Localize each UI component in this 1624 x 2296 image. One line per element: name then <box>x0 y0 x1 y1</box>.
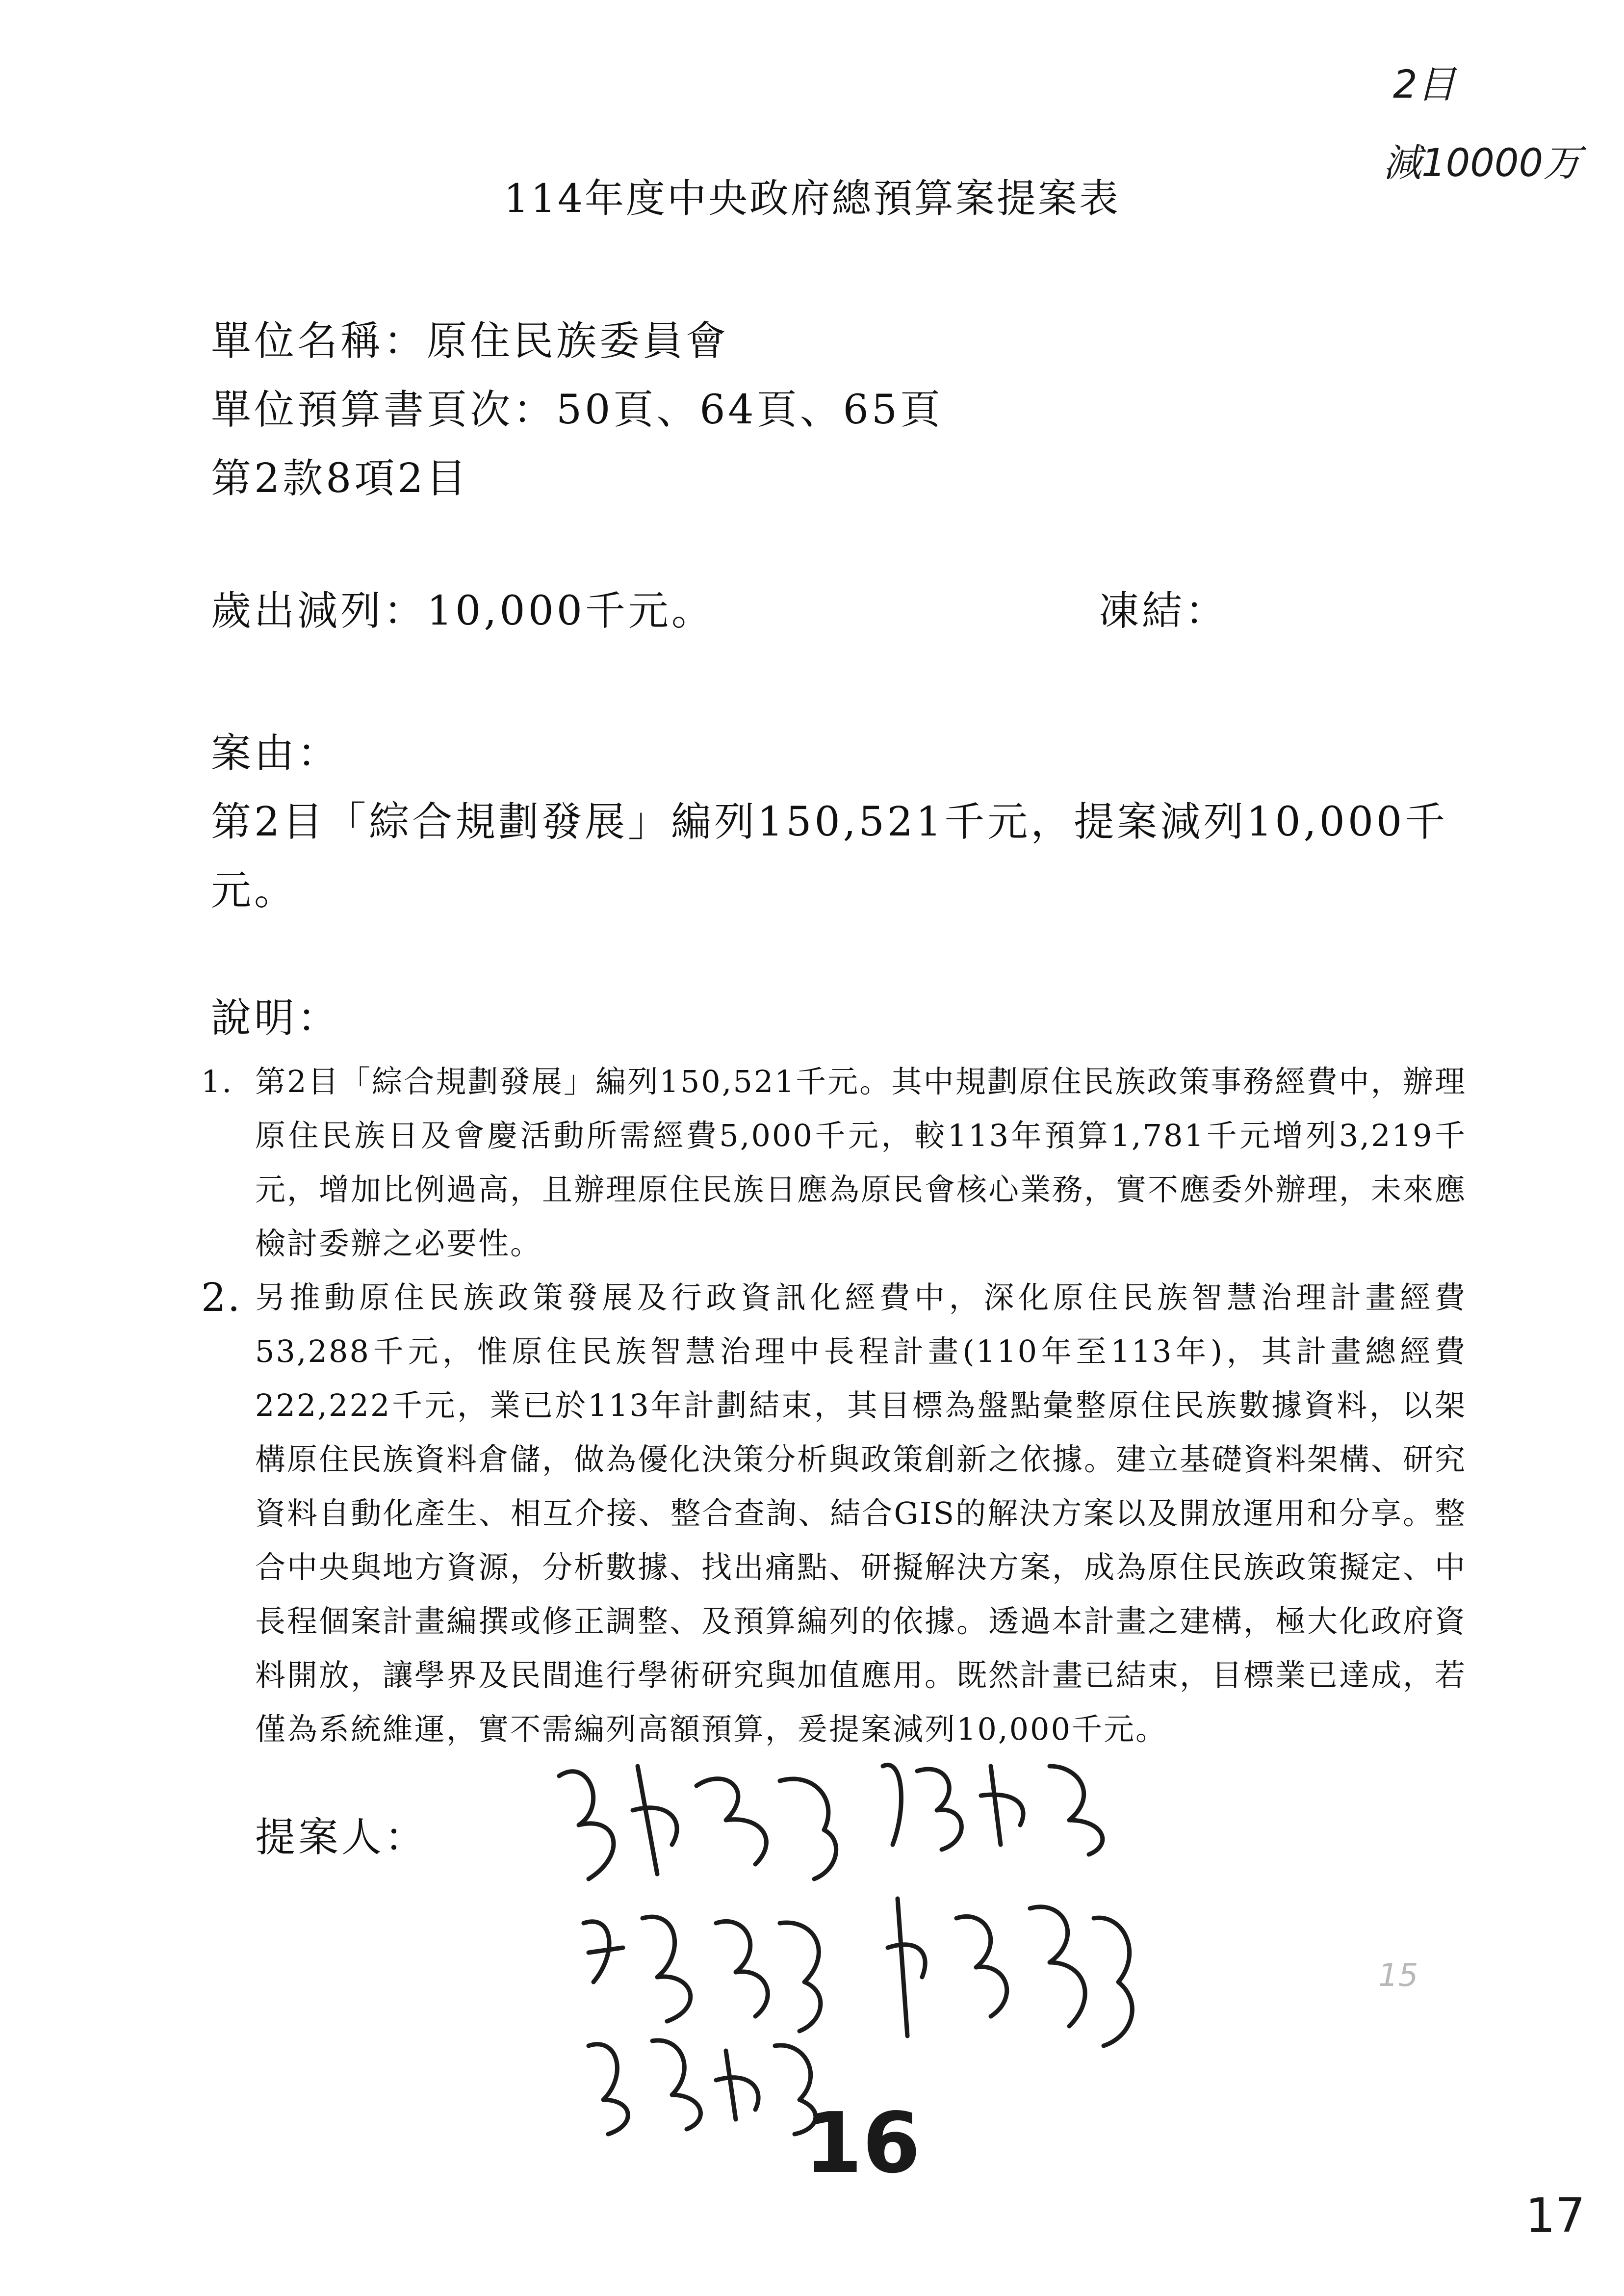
explanation-heading: 說明： <box>211 995 341 1042</box>
margin-note-cut: 減10000万 <box>1383 141 1582 185</box>
explanation-list <box>201 1055 1467 1756</box>
reason-line-1: 第2目「綜合規劃發展」編列150,521千元，提案減列10,000千 <box>211 799 1448 845</box>
explanation-item <box>201 1271 1467 1756</box>
page-title: 114年度中央政府總預算案提案表 <box>504 176 1120 221</box>
proposer-label: 提案人： <box>255 1814 428 1861</box>
expenditure-reduction: 歲出減列：10,000千元。 <box>211 588 715 634</box>
signature-2 <box>873 1747 1128 1864</box>
faint-page-number: 15 <box>1378 1957 1418 1994</box>
signature-5 <box>579 2021 834 2139</box>
explanation-item-number: 1. <box>201 1064 233 1099</box>
signature-3 <box>569 1894 844 2041</box>
handwritten-page-number: 16 <box>804 2095 921 2192</box>
explanation-item-text: 另推動原住民族政策發展及行政資訊化經費中，深化原住民族智慧治理計畫經費53,288千元，惟原住民族智慧治理中長程計畫(110年至113年)，其計畫總經費222,222千元，業已於113年計劃結束，其目標為盤點彙整原住民族數據資料，以架構原住民族資料倉儲，做為優化決策分析與政策創新之依據。建立基礎資料架構、研究資料自動化產生、相互介接、整合查詢、結合GIS的解決方案以及開放運用和分享。整合中央與地方資源，分析數據、找出痛點、研擬解決方案，成為原住民族政策擬定、中長程個案計畫編撰或修正調整、及預算編列的依據。透過本計畫之建構，極大化政府資料開放，讓學界及民間進行學術研究與加值應用。既然計畫已結束，目標業已達成，若僅為系統維運，實不需編列高額預算，爰提案減列10,000千元。 <box>255 1279 1467 1747</box>
budget-pages: 單位預算書頁次：50頁、64頁、65頁 <box>211 387 944 433</box>
explanation-item-number: 2. <box>201 1275 242 1320</box>
budget-item: 第2款8項2目 <box>211 455 469 502</box>
unit-name: 單位名稱：原住民族委員會 <box>211 318 729 365</box>
reason-heading: 案由： <box>211 730 341 777</box>
explanation-item-text: 第2目「綜合規劃發展」編列150,521千元。其中規劃原住民族政策事務經費中，辦理原住民族日及會慶活動所需經費5,000千元，較113年預算1,781千元增列3,219千元，增加比例過高，且辦理原住民族日應為原民會核心業務，實不應委外辦理，未來應檢討委辦之必要性。 <box>255 1064 1467 1261</box>
signature-1 <box>549 1747 853 1904</box>
explanation-item <box>201 1055 1467 1271</box>
margin-note-item: 2目 <box>1393 63 1456 107</box>
freeze-field: 凍結： <box>1099 588 1229 634</box>
corner-page-number: 17 <box>1525 2188 1586 2243</box>
signature-4 <box>878 1879 1153 2056</box>
reason-line-2: 元。 <box>211 867 298 914</box>
